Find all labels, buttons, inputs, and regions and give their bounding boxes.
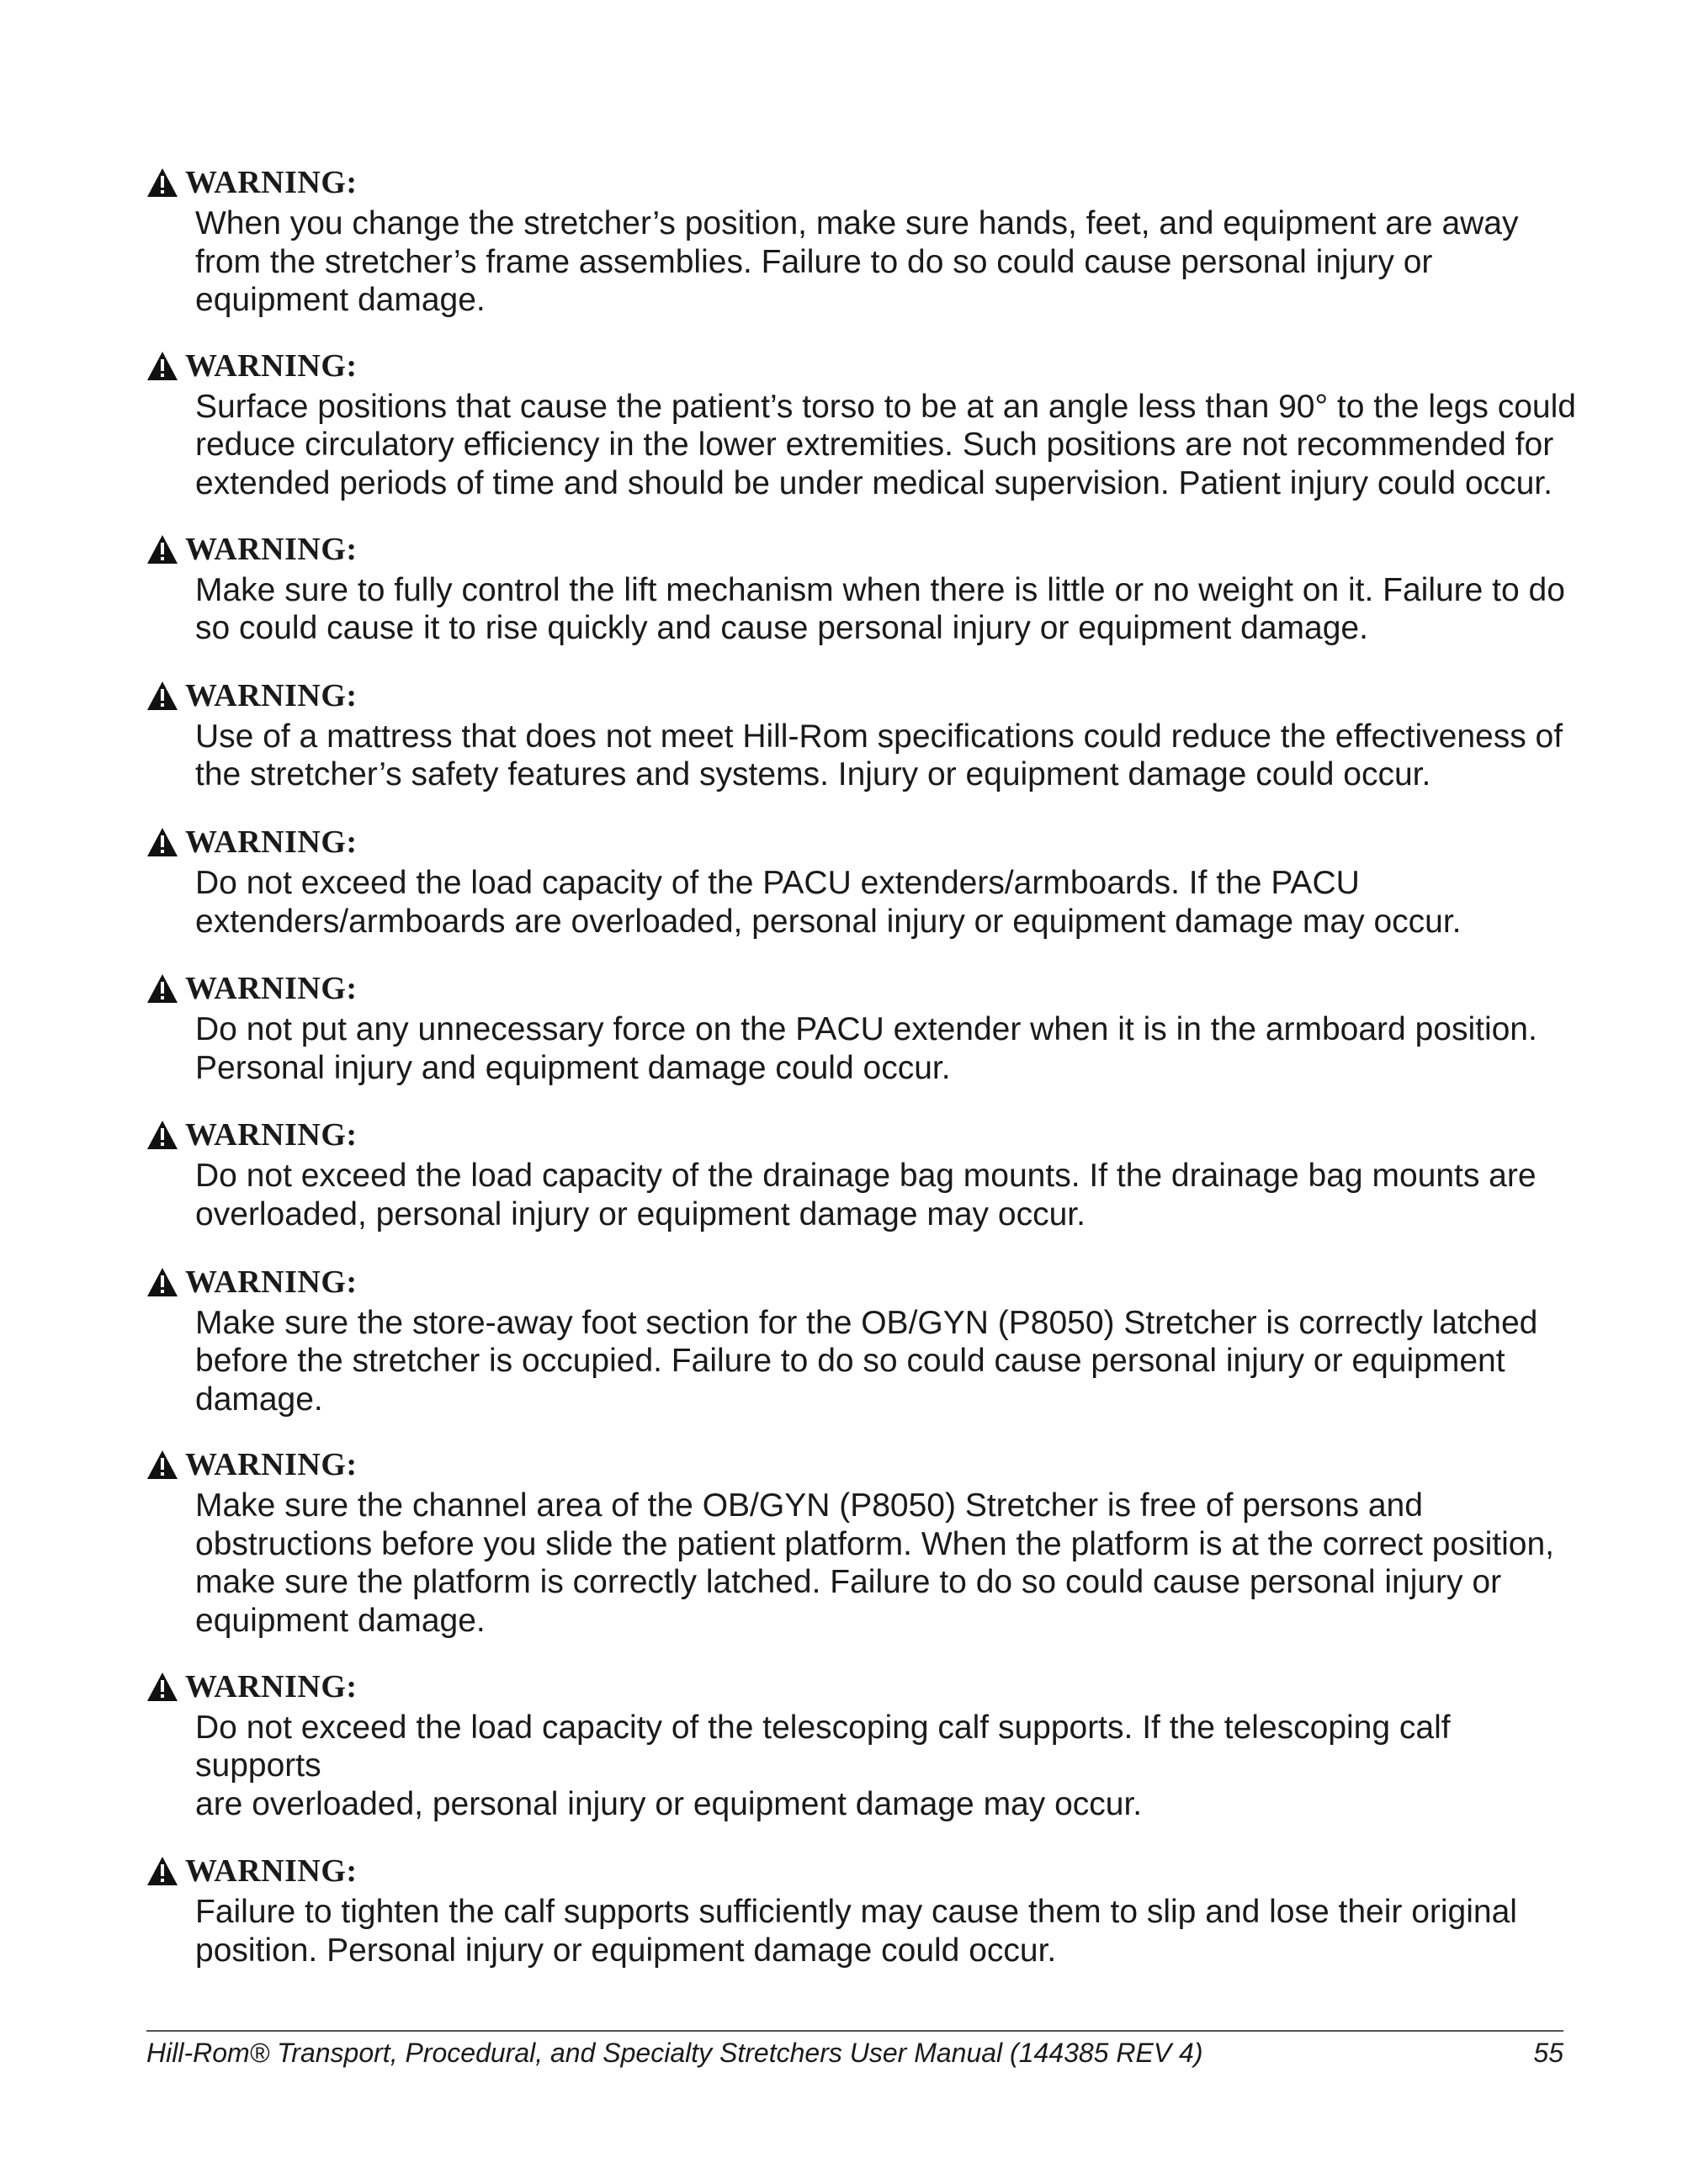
warning-label: WARNING: [185, 347, 358, 384]
warning-triangle-icon [146, 1120, 178, 1150]
warning-triangle-icon [146, 351, 178, 381]
warning-header [146, 1665, 1577, 1709]
warning-triangle-icon [146, 1856, 178, 1886]
warning-5 [146, 820, 1577, 941]
warning-header [146, 1113, 1577, 1157]
footer-divider [146, 2030, 1563, 2032]
warning-header [146, 161, 1577, 204]
warning-label: WARNING: [185, 1668, 358, 1704]
warning-text: Do not exceed the load capacity of the drainage bag mounts. If the drainage bag mounts are overloaded, personal injury or equipment damage may occur. [195, 1158, 1537, 1232]
warning-3 [146, 527, 1577, 648]
warning-header [146, 674, 1577, 718]
warning-4 [146, 674, 1577, 794]
warning-text: Do not exceed the load capacity of the telescoping calf supports. If the telescoping calf supports are overloaded, personal injury or equipment damage may occur. [195, 1709, 1451, 1822]
warning-11 [146, 1849, 1577, 1969]
warning-7 [146, 1113, 1577, 1233]
warning-text: Do not put any unnecessary force on the PACU extender when it is in the armboard position. Personal injury and equipment damage could occur. [195, 1011, 1537, 1086]
warning-label: WARNING: [185, 165, 358, 200]
warning-label: WARNING: [185, 677, 358, 713]
warning-label: WARNING: [185, 1264, 358, 1300]
warning-triangle-icon [146, 534, 178, 565]
warning-triangle-icon [146, 1450, 178, 1480]
warning-triangle-icon [146, 681, 178, 711]
page-number: 55 [1533, 2038, 1563, 2068]
footer-title: Hill-Rom® Transport, Procedural, and Specialty Stretchers User Manual (144385 REV 4) [146, 2038, 1203, 2068]
warning-triangle-icon [146, 973, 178, 1004]
warning-text: Failure to tighten the calf supports sufficiently may cause them to slip and lose their original position. Personal injury or equipment damage could occur. [195, 1894, 1517, 1969]
warning-text: Make sure to fully control the lift mechanism when there is little or no weight on it. Failure to do so could cause it to rise quickly and cause personal injury or equipment damage. [195, 571, 1565, 647]
warning-label: WARNING: [185, 531, 358, 567]
warning-text: Make sure the channel area of the OB/GYN (P8050) Stretcher is free of persons and obstructions before you slide the patient platform. When the platform is at the correct position, make sure the platform is correctly latched. Failure to do so could cause personal injury or equipment damage. [195, 1487, 1554, 1640]
warning-header [146, 820, 1577, 864]
warning-text: Surface positions that cause the patient’s torso to be at an angle less than 90° to the legs could reduce circulatory efficiency in the lower extremities. Such positions are not recommended for extended periods of time and should be under medical supervision. Patient injury could occur. [195, 388, 1576, 501]
warning-9 [146, 1443, 1577, 1640]
warning-header [146, 967, 1577, 1010]
warning-triangle-icon [146, 1267, 178, 1297]
warning-triangle-icon [146, 1672, 178, 1702]
warning-8 [146, 1260, 1577, 1419]
warning-header [146, 1849, 1577, 1893]
warning-label: WARNING: [185, 971, 358, 1007]
warning-text: Use of a mattress that does not meet Hill-Rom specifications could reduce the effectiveness of the stretcher’s safety features and systems. Injury or equipment damage could occur. [195, 718, 1563, 793]
warning-2 [146, 344, 1577, 503]
warning-6 [146, 967, 1577, 1087]
warning-label: WARNING: [185, 1853, 358, 1890]
warning-header [146, 527, 1577, 571]
warning-triangle-icon [146, 827, 178, 857]
warning-10 [146, 1665, 1577, 1824]
warning-header [146, 344, 1577, 388]
warning-header [146, 1443, 1577, 1487]
warning-triangle-icon [146, 167, 178, 198]
warning-label: WARNING: [185, 1447, 358, 1483]
warning-header [146, 1260, 1577, 1304]
warning-1 [146, 161, 1577, 320]
warning-label: WARNING: [185, 1117, 358, 1153]
warning-text: Do not exceed the load capacity of the PACU extenders/armboards. If the PACU extenders/armboards are overloaded, personal injury or equipment damage may occur. [195, 864, 1462, 940]
warnings-list [146, 161, 1577, 1970]
warning-text: When you change the stretcher’s position, make sure hands, feet, and equipment are away from the stretcher’s frame assemblies. Failure to do so could cause personal injury or equipment damage. [195, 205, 1519, 319]
warning-label: WARNING: [185, 824, 358, 860]
warning-text: Make sure the store-away foot section for the OB/GYN (P8050) Stretcher is correctly latched before the stretcher is occupied. Failure to do so could cause personal injury or equipment damage. [195, 1304, 1538, 1418]
